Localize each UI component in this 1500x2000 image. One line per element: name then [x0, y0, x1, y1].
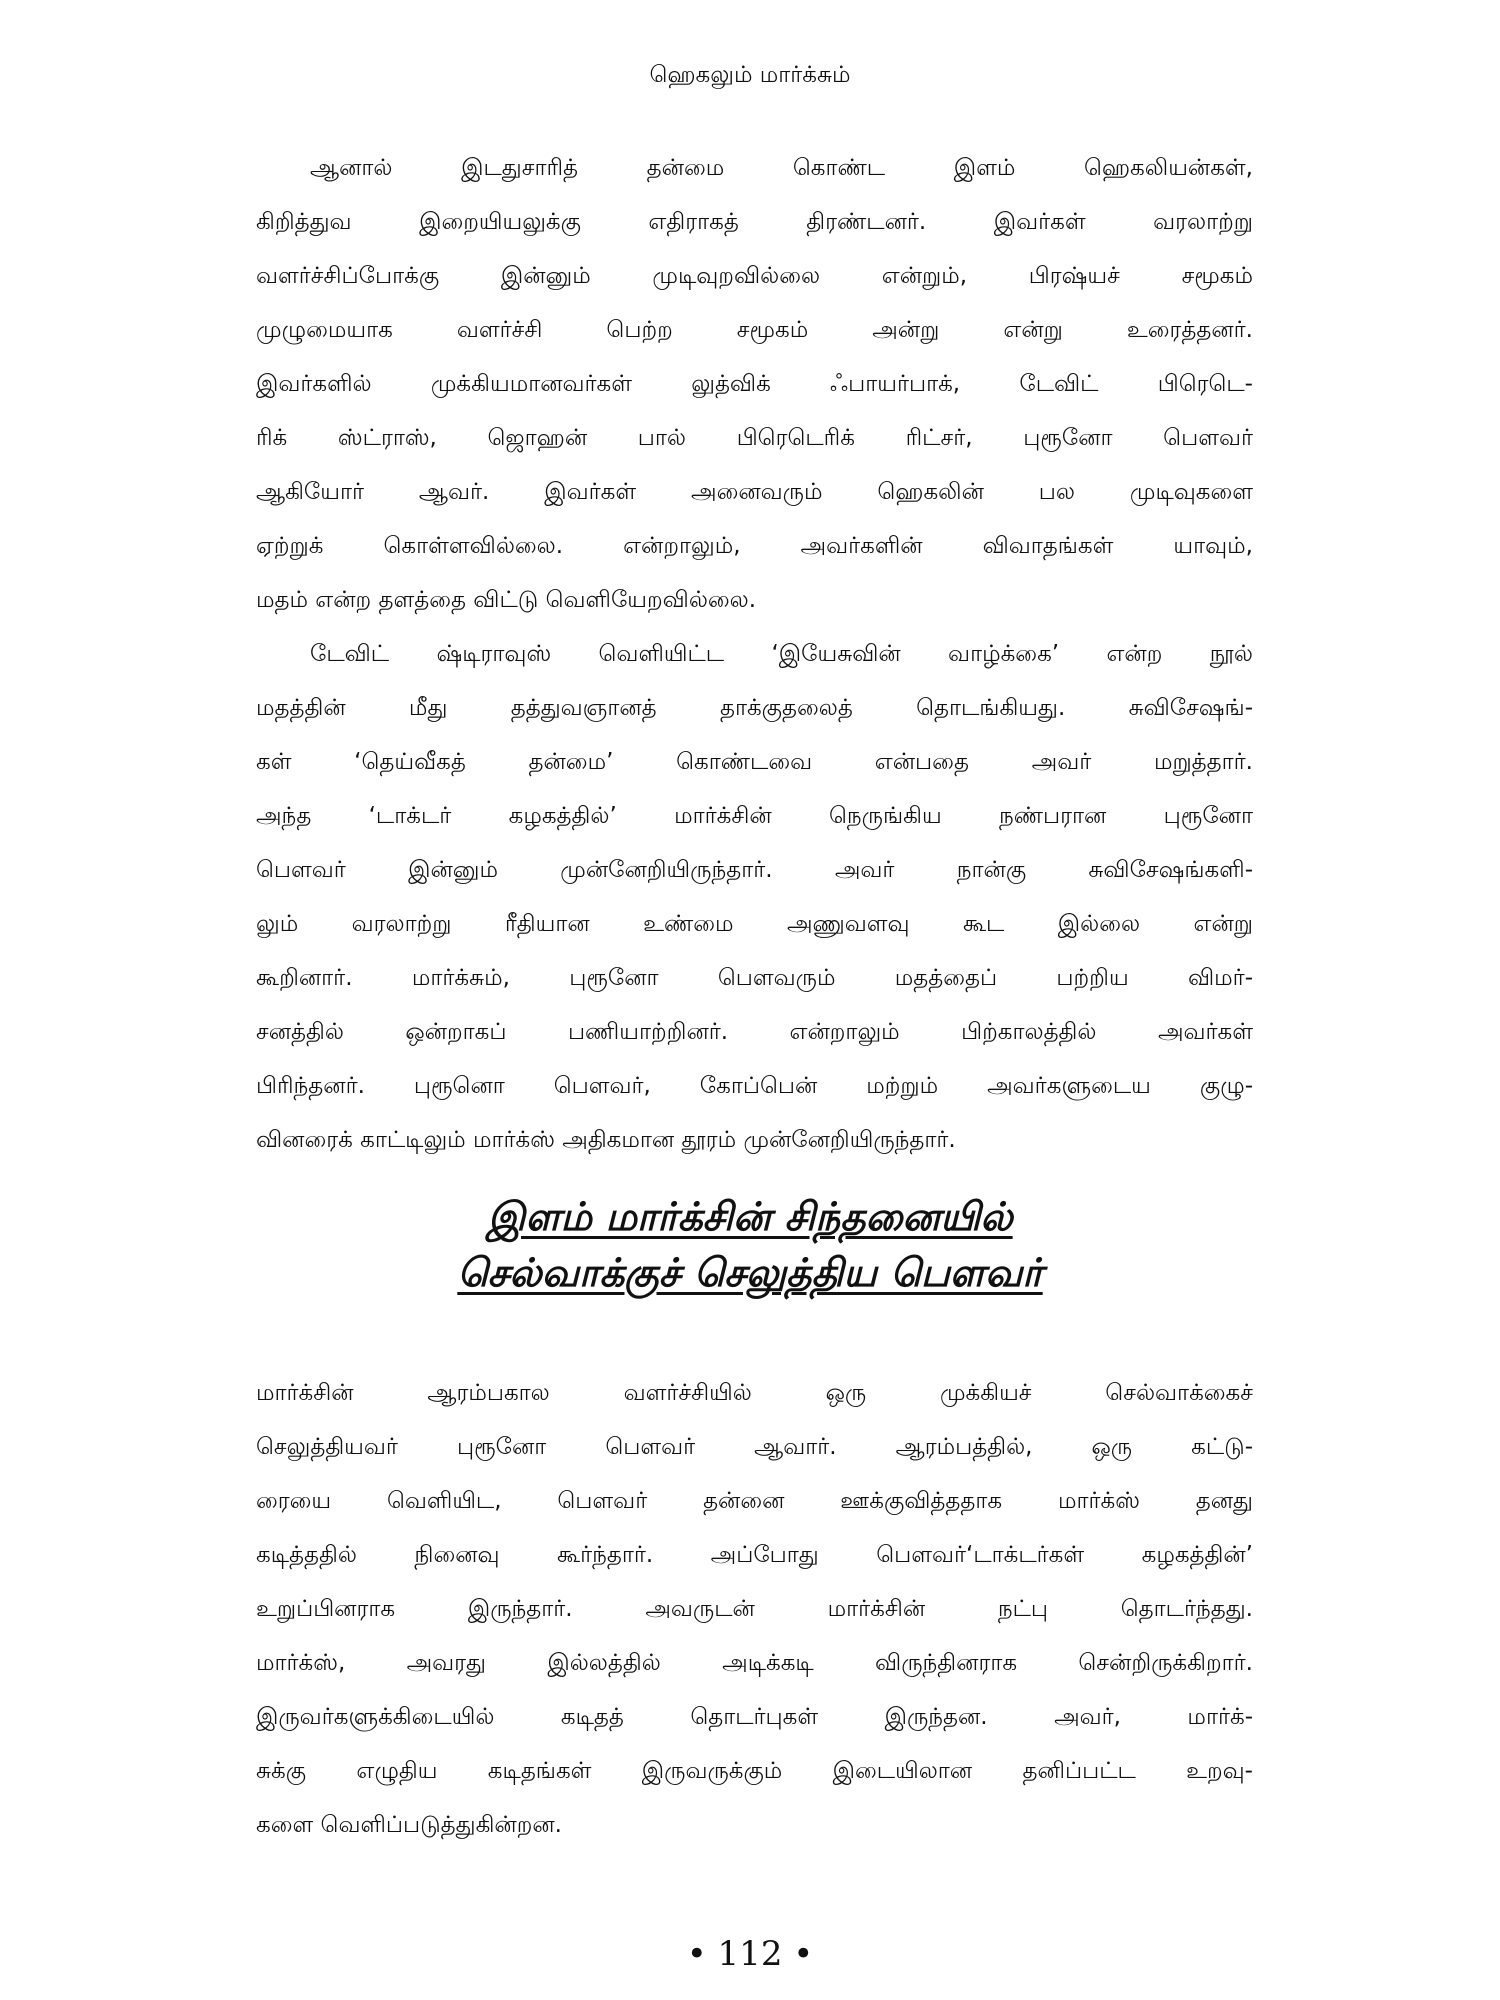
- text-line: ரையை வெளியிட, பௌவர் தன்னை ஊக்குவித்ததாக மார்க்ஸ் தனது: [256, 1488, 1253, 1514]
- section-heading: [0, 1190, 1500, 1302]
- text-line: வினரைக் காட்டிலும் மார்க்ஸ் அதிகமான தூரம் முன்னேறியிருந்தார்.: [256, 1127, 956, 1153]
- text-line: இவர்களில் முக்கியமானவர்கள் லுத்விக் ஃபாயர்பாக், டேவிட் பிரெடெ-: [256, 371, 1253, 397]
- paragraph-3: [256, 1366, 1253, 1852]
- section-heading-line-1: இளம் மார்க்சின் சிந்தனையில்: [487, 1195, 1013, 1240]
- paragraph-2: [256, 627, 1253, 1167]
- text-line: சுக்கு எழுதிய கடிதங்கள் இருவருக்கும் இடையிலான தனிப்பட்ட உறவு-: [256, 1758, 1253, 1784]
- text-line: கள் ‘தெய்வீகத் தன்மை’ கொண்டவை என்பதை அவர் மறுத்தார்.: [256, 749, 1253, 775]
- text-line: மார்க்சின் ஆரம்பகால வளர்ச்சியில் ஒரு முக்கியச் செல்வாக்கைச்: [256, 1380, 1253, 1406]
- text-line: பௌவர் இன்னும் முன்னேறியிருந்தார். அவர் நான்கு சுவிசேஷங்களி-: [256, 857, 1253, 883]
- text-line: முழுமையாக வளர்ச்சி பெற்ற சமூகம் அன்று என்று உரைத்தனர்.: [256, 317, 1253, 343]
- text-line: அந்த ‘டாக்டர் கழகத்தில்’ மார்க்சின் நெருங்கிய நண்பரான புரூனோ: [256, 803, 1253, 829]
- text-line: பிரிந்தனர். புரூனொ பௌவர், கோப்பென் மற்றும் அவர்களுடைய குழு-: [256, 1073, 1253, 1099]
- page-number: • 112 •: [686, 1934, 814, 1974]
- text-block-lower: [256, 1366, 1253, 1852]
- text-line: ஆகியோர் ஆவர். இவர்கள் அனைவரும் ஹெகலின் பல முடிவுகளை: [256, 479, 1253, 505]
- text-block-upper: [256, 141, 1253, 1167]
- text-line: கிறித்துவ இறையியலுக்கு எதிராகத் திரண்டனர். இவர்கள் வரலாற்று: [256, 209, 1253, 235]
- text-line: லும் வரலாற்று ரீதியான உண்மை அணுவளவு கூட இல்லை என்று: [256, 911, 1253, 937]
- text-line: டேவிட் ஷ்டிராவுஸ் வெளியிட்ட ‘இயேசுவின் வாழ்க்கை’ என்ற நூல்: [310, 641, 1253, 667]
- running-header: ஹெகலும் மார்க்சும்: [649, 62, 851, 88]
- text-line: ரிக் ஸ்ட்ராஸ், ஜொஹன் பால் பிரெடெரிக் ரிட்சர், புரூனோ பௌவர்: [256, 425, 1253, 451]
- text-line: கூறினார். மார்க்சும், புரூனோ பௌவரும் மதத்தைப் பற்றிய விமர்-: [256, 965, 1253, 991]
- text-line: இருவர்களுக்கிடையில் கடிதத் தொடர்புகள் இருந்தன. அவர், மார்க்-: [256, 1704, 1253, 1730]
- text-line: வளர்ச்சிப்போக்கு இன்னும் முடிவுறவில்லை என்றும், பிரஷ்யச் சமூகம்: [256, 263, 1253, 289]
- text-line: மார்க்ஸ், அவரது இல்லத்தில் அடிக்கடி விருந்தினராக சென்றிருக்கிறார்.: [256, 1650, 1253, 1676]
- text-line: ஏற்றுக் கொள்ளவில்லை. என்றாலும், அவர்களின் விவாதங்கள் யாவும்,: [256, 533, 1253, 559]
- text-line: மதத்தின் மீது தத்துவஞானத் தாக்குதலைத் தொடங்கியது. சுவிசேஷங்-: [256, 695, 1253, 721]
- text-line: களை வெளிப்படுத்துகின்றன.: [256, 1812, 562, 1838]
- text-line: சனத்தில் ஒன்றாகப் பணியாற்றினர். என்றாலும் பிற்காலத்தில் அவர்கள்: [256, 1019, 1253, 1045]
- text-line: கடித்ததில் நினைவு கூர்ந்தார். அப்போது பௌவர்‘டாக்டர்கள் கழகத்தின்’: [256, 1542, 1253, 1568]
- section-heading-line-2: செல்வாக்குச் செலுத்திய பௌவர்: [457, 1251, 1043, 1296]
- text-line: ஆனால் இடதுசாரித் தன்மை கொண்ட இளம் ஹெகலியன்கள்,: [310, 155, 1253, 181]
- text-line: மதம் என்ற தளத்தை விட்டு வெளியேறவில்லை.: [256, 587, 757, 613]
- text-line: உறுப்பினராக இருந்தார். அவருடன் மார்க்சின் நட்பு தொடர்ந்தது.: [256, 1596, 1253, 1622]
- text-line: செலுத்தியவர் புரூனோ பௌவர் ஆவார். ஆரம்பத்தில், ஒரு கட்டு-: [256, 1434, 1253, 1460]
- paragraph-1: [256, 141, 1253, 627]
